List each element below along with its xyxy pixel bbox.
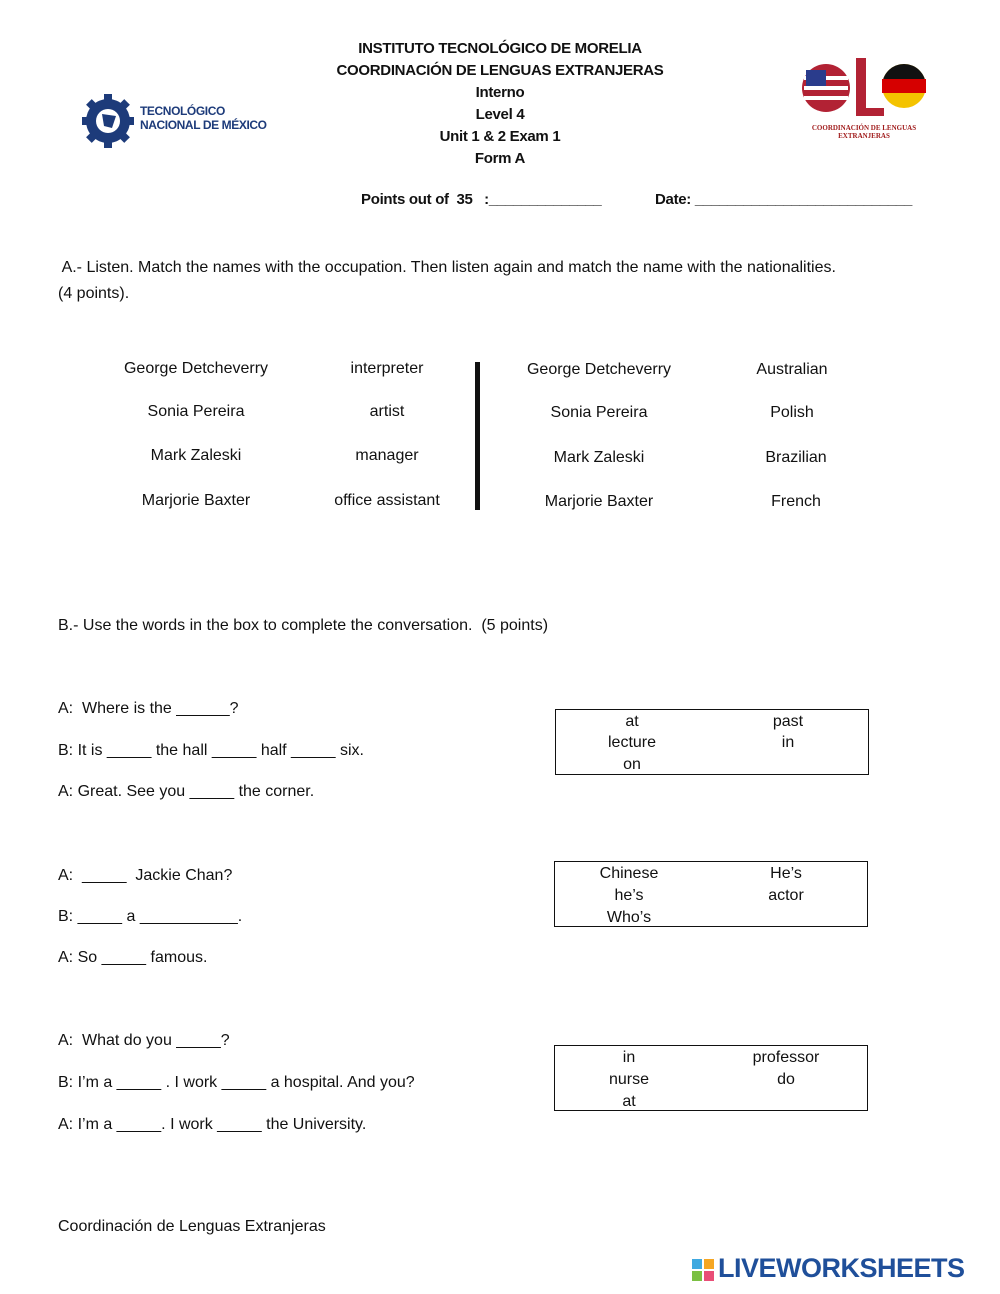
- occupation: manager: [355, 447, 419, 464]
- word-box-word: nurse: [608, 1071, 650, 1088]
- word-box-word: on: [623, 756, 641, 773]
- right-name: George Detcheverry: [526, 361, 672, 378]
- conversation-line[interactable]: A: What do you _____?: [58, 1032, 230, 1049]
- tecnologico-logo-text: TECNOLÓGICO NACIONAL DE MÉXICO: [140, 104, 267, 132]
- word-box-word: in: [622, 1049, 636, 1066]
- footer-text: Coordinación de Lenguas Extranjeras: [58, 1218, 326, 1235]
- cle-logo-caption: COORDINACIÓN DE LENGUAS EXTRANJERAS: [811, 124, 917, 140]
- nationality: Brazilian: [765, 449, 827, 466]
- word-box-word: actor: [768, 887, 804, 904]
- word-box-word: in: [781, 734, 795, 751]
- conversation-line[interactable]: B: _____ a ___________.: [58, 908, 243, 925]
- nationality: French: [771, 493, 821, 510]
- header-unit: Unit 1 & 2 Exam 1: [439, 128, 561, 145]
- word-box-word: professor: [752, 1049, 820, 1066]
- nationality: Polish: [770, 404, 814, 421]
- section-a-points: (4 points).: [58, 285, 130, 302]
- word-box-word: lecture: [607, 734, 657, 751]
- header-level: Level 4: [475, 106, 525, 123]
- occupation: artist: [369, 403, 405, 420]
- left-name: Sonia Pereira: [147, 403, 245, 420]
- conversation-line[interactable]: A: Where is the ______?: [58, 700, 239, 717]
- conversation-line[interactable]: A: Great. See you _____ the corner.: [58, 783, 315, 800]
- occupation: office assistant: [334, 492, 440, 509]
- word-box-word: at: [625, 713, 639, 730]
- word-box: [554, 1045, 868, 1111]
- section-b-instruction: B.- Use the words in the box to complete the conversation. (5 points): [58, 617, 549, 634]
- header-coordination: COORDINACIÓN DE LENGUAS EXTRANJERAS: [336, 62, 664, 79]
- word-box: [555, 709, 869, 775]
- exam-header: [250, 38, 750, 170]
- conversation-line[interactable]: B: It is _____ the hall _____ half _____ six.: [58, 742, 364, 759]
- nationality: Australian: [756, 361, 828, 378]
- points-field[interactable]: Points out of 35 :______________: [361, 191, 602, 208]
- column-divider: [475, 362, 480, 510]
- liveworksheets-brand[interactable]: LIVEWORKSHEETS: [718, 1253, 965, 1283]
- word-box-word: Chinese: [599, 865, 659, 882]
- right-name: Sonia Pereira: [550, 404, 648, 421]
- cle-logo: [798, 50, 930, 128]
- conversation-line[interactable]: A: _____ Jackie Chan?: [58, 867, 233, 884]
- right-name: Marjorie Baxter: [544, 493, 654, 510]
- header-form: Form A: [474, 150, 526, 167]
- word-box: [554, 861, 868, 927]
- conversation-line[interactable]: B: I’m a _____ . I work _____ a hospital. And you?: [58, 1074, 415, 1091]
- right-name: Mark Zaleski: [553, 449, 645, 466]
- word-box-word: He’s: [770, 865, 802, 882]
- word-box-word: at: [622, 1093, 636, 1110]
- word-box-word: past: [772, 713, 804, 730]
- word-box-word: Who’s: [606, 909, 652, 926]
- word-box-word: he’s: [614, 887, 644, 904]
- header-institute: INSTITUTO TECNOLÓGICO DE MORELIA: [358, 40, 642, 57]
- conversation-line[interactable]: A: I’m a _____. I work _____ the University.: [58, 1116, 367, 1133]
- date-field[interactable]: Date: ___________________________: [655, 191, 913, 208]
- left-name: Marjorie Baxter: [141, 492, 251, 509]
- conversation-line[interactable]: A: So _____ famous.: [58, 949, 208, 966]
- occupation: interpreter: [350, 360, 424, 377]
- liveworksheets-icon: [692, 1259, 714, 1281]
- header-type: Interno: [475, 84, 525, 101]
- word-box-word: do: [777, 1071, 795, 1088]
- left-name: Mark Zaleski: [150, 447, 242, 464]
- section-a-instruction: A.- Listen. Match the names with the occupation. Then listen again and match the name with the nationalities.: [58, 259, 836, 276]
- left-name: George Detcheverry: [123, 360, 269, 377]
